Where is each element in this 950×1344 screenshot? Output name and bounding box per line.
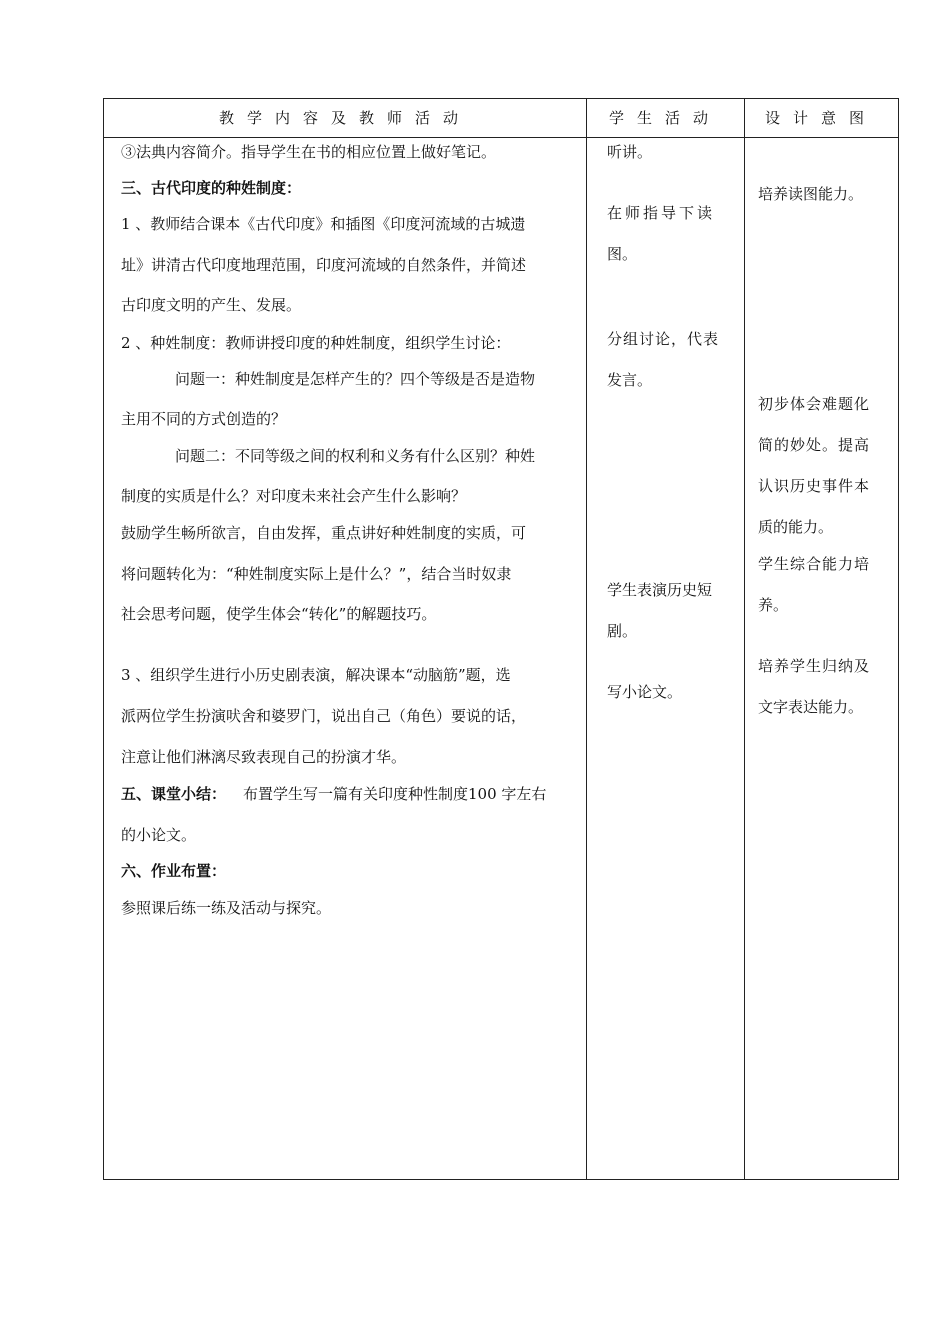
- design-line: 学生综合能力培: [758, 555, 871, 573]
- design-line: 质的能力。: [758, 518, 834, 536]
- student-line: 学生表演历史短: [607, 581, 713, 599]
- teacher-line: 制度的实质是什么？对印度未来社会产生什么影响？: [121, 487, 467, 505]
- teacher-line: 2 、种姓制度：教师讲授印度的种姓制度，组织学生讨论：: [121, 334, 511, 352]
- section-heading: 六、作业布置：: [121, 862, 227, 880]
- teacher-line: 古印度文明的产生、发展。: [121, 296, 302, 314]
- teacher-line: 注意让他们淋漓尽致表现自己的扮演才华。: [121, 748, 407, 766]
- student-line: 写小论文。: [607, 683, 683, 701]
- header-divider: [104, 137, 898, 138]
- student-line: 在师指导下读: [607, 204, 716, 222]
- teacher-line: 3 、组织学生进行小历史剧表演，解决课本“动脑筋”题，选: [121, 666, 511, 684]
- teacher-line: 布置学生写一篇有关印度种性制度100 字左右: [243, 785, 547, 803]
- header-student-activity: 学生活动: [608, 109, 721, 127]
- design-line: 简的妙处。提高: [758, 436, 871, 454]
- header-teacher-activity: 教学内容及教师活动: [218, 109, 471, 127]
- student-line: 分组讨论，代表: [607, 330, 720, 348]
- column-divider: [586, 99, 587, 1179]
- header-design-intent: 设计意图: [764, 109, 877, 127]
- teacher-line: ③法典内容简介。指导学生在书的相应位置上做好笔记。: [121, 143, 497, 161]
- design-line: 认识历史事件本: [758, 477, 871, 495]
- design-line: 养。: [758, 596, 789, 614]
- teacher-line: 将问题转化为：“种姓制度实际上是什么？”，结合当时奴隶: [121, 565, 512, 583]
- teacher-line: 社会思考问题，使学生体会“转化”的解题技巧。: [121, 605, 437, 623]
- section-heading: 五、课堂小结：: [121, 785, 227, 803]
- lesson-plan-table: [103, 98, 899, 1180]
- column-divider: [744, 99, 745, 1179]
- teacher-line: 的小论文。: [121, 826, 197, 844]
- teacher-line: 参照课后练一练及活动与探究。: [121, 899, 332, 917]
- student-line: 剧。: [607, 622, 638, 640]
- teacher-line: 址》讲清古代印度地理范围，印度河流域的自然条件，并简述: [121, 256, 527, 274]
- design-line: 文字表达能力。: [758, 698, 864, 716]
- design-line: 初步体会难题化: [758, 395, 871, 413]
- teacher-line: 鼓励学生畅所欲言，自由发挥，重点讲好种姓制度的实质，可: [121, 524, 527, 542]
- teacher-line: 1 、教师结合课本《古代印度》和插图《印度河流域的古城遗: [121, 215, 526, 233]
- student-line: 听讲。: [607, 143, 653, 161]
- section-heading: 三、古代印度的种姓制度：: [121, 179, 302, 197]
- teacher-line: 问题一：种姓制度是怎样产生的？四个等级是否是造物: [175, 370, 536, 388]
- student-line: 图。: [607, 245, 638, 263]
- student-line: 发言。: [607, 371, 653, 389]
- design-line: 培养读图能力。: [758, 185, 864, 203]
- teacher-line: 问题二：不同等级之间的权利和义务有什么区别？种姓: [175, 447, 536, 465]
- teacher-line: 主用不同的方式创造的？: [121, 410, 287, 428]
- teacher-line: 派两位学生扮演吠舍和婆罗门，说出自己（角色）要说的话，: [121, 707, 527, 725]
- design-line: 培养学生归纳及: [758, 657, 871, 675]
